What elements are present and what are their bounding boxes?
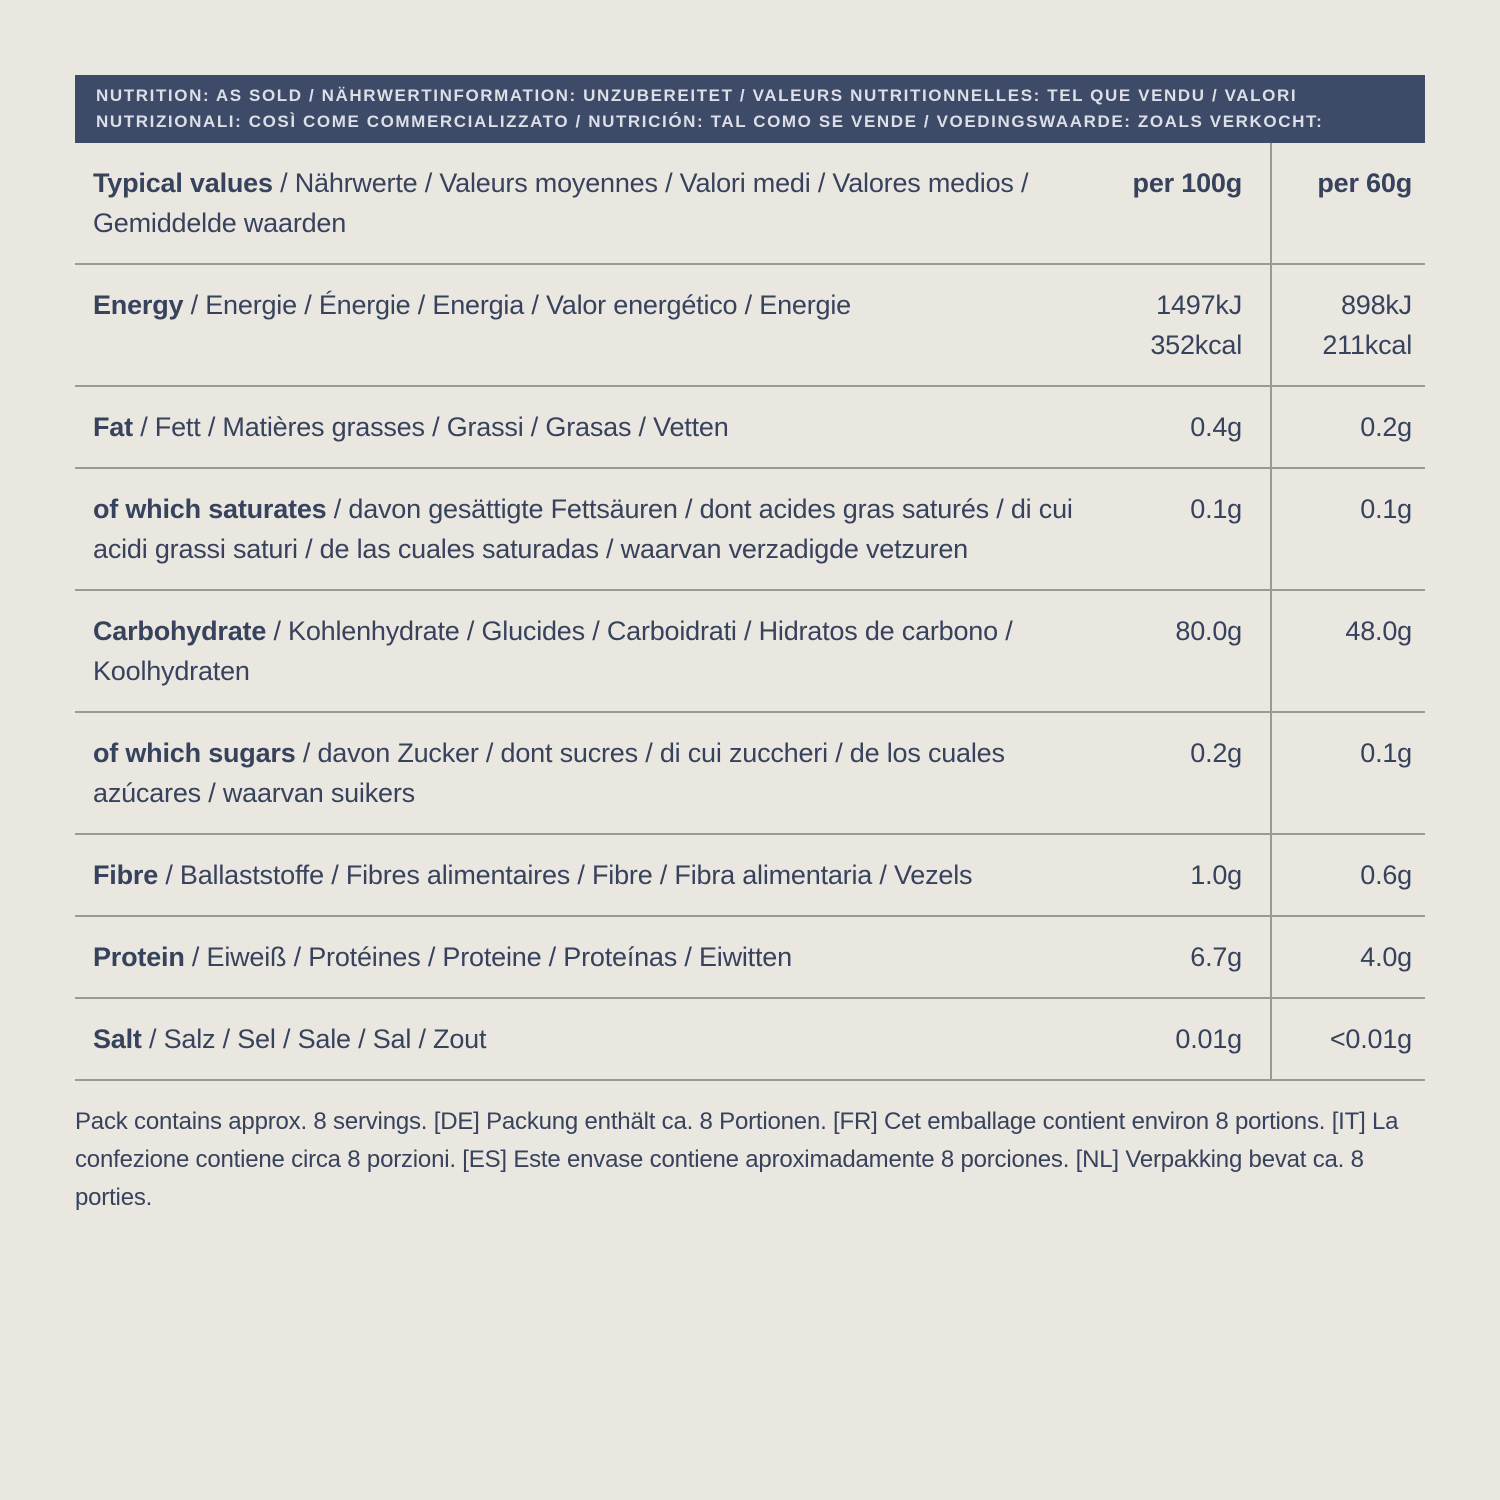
row-term: Protein xyxy=(93,942,185,972)
sugars-per-100g-value: 0.2g xyxy=(1190,738,1242,768)
row-translations: / Kohlenhydrate / Glucides / Carboidrati / Hidratos de carbono / Koolhydraten xyxy=(93,616,1013,686)
energy-per-60g-kcal: 211kcal xyxy=(1322,330,1412,360)
salt-per-100g-value: 0.01g xyxy=(1175,1024,1242,1054)
nutrition-header-text: NUTRITION: AS SOLD / NÄHRWERTINFORMATION: UNZUBEREITET / VALEURS NUTRITIONNELLES: TEL QUE VENDU / VALORI NUTRIZIONALI: COSÌ COME COMMERCIALIZZATO / NUTRICIÓN: TAL COMO SE VENDE / VOEDINGSWAARDE: ZOALS VERKOCHT: xyxy=(96,86,1324,131)
col-header-per-60g: per 60g xyxy=(1270,143,1425,263)
fat-per-60g-value: 0.2g xyxy=(1270,387,1425,467)
row-label xyxy=(75,143,1100,263)
row-energy xyxy=(75,265,1425,387)
row-carbohydrate xyxy=(75,591,1425,713)
carbohydrate-per-100g-value: 80.0g xyxy=(1175,616,1242,646)
row-label xyxy=(75,469,1100,589)
row-label xyxy=(75,835,1100,915)
servings-footnote: Pack contains approx. 8 servings. [DE] Packung enthält ca. 8 Portionen. [FR] Cet emballage contient environ 8 portions. [IT] La confezione contiene circa 8 porzioni. [ES] Este envase contiene aproximadamente 8 porciones. [NL] Verpakking bevat ca. 8 porties. xyxy=(75,1108,1399,1211)
row-translations: / Salz / Sel / Sale / Sal / Zout xyxy=(141,1024,487,1054)
row-saturates xyxy=(75,469,1425,591)
sugars-per-60g-value: 0.1g xyxy=(1270,713,1425,833)
saturates-per-60g-value: 0.1g xyxy=(1270,469,1425,589)
carbohydrate-per-60g-value: 48.0g xyxy=(1270,591,1425,711)
protein-per-100g-value: 6.7g xyxy=(1190,942,1242,972)
row-term: of which sugars xyxy=(93,738,296,768)
row-translations: / Fett / Matières grasses / Grassi / Grasas / Vetten xyxy=(132,412,729,442)
row-label xyxy=(75,999,1100,1079)
row-term: of which saturates xyxy=(93,494,327,524)
row-label xyxy=(75,713,1100,833)
row-label xyxy=(75,917,1100,997)
row-translations: / Ballaststoffe / Fibres alimentaires / Fibre / Fibra alimentaria / Vezels xyxy=(158,860,973,890)
energy-per-100g-value xyxy=(1100,265,1270,385)
fibre-per-100g-value: 1.0g xyxy=(1190,860,1242,890)
row-fibre xyxy=(75,835,1425,917)
protein-per-60g-value: 4.0g xyxy=(1270,917,1425,997)
row-typical-values xyxy=(75,143,1425,265)
row-salt xyxy=(75,999,1425,1081)
row-label xyxy=(75,387,1100,467)
row-fat xyxy=(75,387,1425,469)
row-label xyxy=(75,265,1100,345)
row-translations: / Eiweiß / Protéines / Proteine / Proteínas / Eiwitten xyxy=(184,942,792,972)
row-translations: / Nährwerte / Valeurs moyennes / Valori medi / Valores medios / Gemiddelde waarden xyxy=(93,168,1029,238)
energy-per-60g-kj: 898kJ xyxy=(1340,290,1412,320)
row-translations: / davon gesättigte Fettsäuren / dont acides gras saturés / di cui acidi grassi saturi / de las cuales saturadas / waarvan verzadigde vetzuren xyxy=(93,494,1073,564)
nutrition-table xyxy=(75,143,1425,1081)
row-term: Salt xyxy=(93,1024,142,1054)
fat-per-100g-value: 0.4g xyxy=(1190,412,1242,442)
row-term: Fibre xyxy=(93,860,159,890)
row-term: Energy xyxy=(93,290,184,320)
row-term: Typical values xyxy=(93,168,273,198)
col-header-per-100g: per 100g xyxy=(1132,168,1242,198)
salt-per-60g-value: <0.01g xyxy=(1270,999,1425,1079)
row-term: Fat xyxy=(93,412,133,442)
energy-per-60g-value xyxy=(1270,265,1425,385)
saturates-per-100g-value: 0.1g xyxy=(1190,494,1242,524)
row-translations: / Energie / Énergie / Energia / Valor energético / Energie xyxy=(183,290,851,320)
row-protein xyxy=(75,917,1425,999)
row-label xyxy=(75,591,1100,711)
nutrition-header-band xyxy=(75,75,1425,143)
energy-per-100g-kcal: 352kcal xyxy=(1150,330,1242,360)
row-term: Carbohydrate xyxy=(93,616,267,646)
nutrition-label xyxy=(75,75,1425,1217)
row-translations: / davon Zucker / dont sucres / di cui zuccheri / de los cuales azúcares / waarvan suikers xyxy=(93,738,1005,808)
energy-per-100g-kj: 1497kJ xyxy=(1156,290,1242,320)
row-sugars xyxy=(75,713,1425,835)
fibre-per-60g-value: 0.6g xyxy=(1270,835,1425,915)
